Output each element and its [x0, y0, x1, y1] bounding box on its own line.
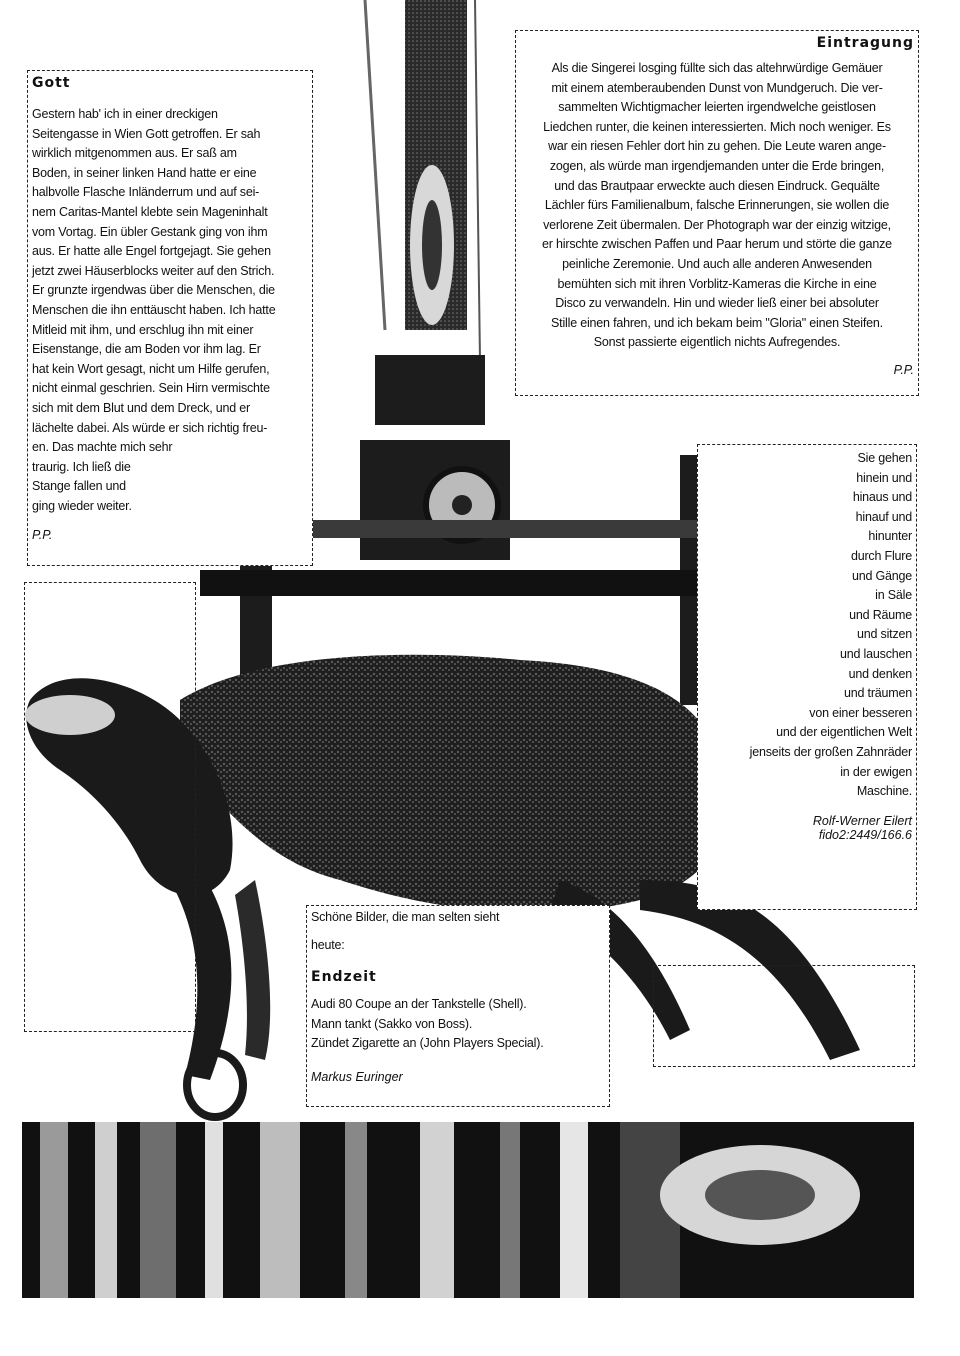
endzeit-text	[311, 995, 605, 1054]
endzeit-heading: Endzeit	[311, 969, 377, 986]
gott-line: Gestern hab' ich in einer dreckigen	[32, 107, 218, 121]
gott-line: sich mit dem Blut und dem Dreck, und er	[32, 400, 250, 415]
endzeit-line: Mann tankt (Sakko von Boss).	[311, 1016, 473, 1031]
endzeit-intro	[311, 908, 605, 955]
gott-text	[32, 105, 308, 516]
gott-line: Mitleid mit ihm, und erschlug ihn mit einer	[32, 322, 254, 337]
eintragung-signature: P.P.	[893, 362, 914, 377]
machine-gear-block	[375, 355, 485, 425]
gott-signature: P.P.	[32, 528, 53, 543]
eintragung-line: Als die Singerei losging füllte sich das altehrwürdige Gemäuer	[551, 61, 883, 75]
gott-line: Er grunzte irgendwas über die Menschen, die	[32, 283, 275, 298]
gott-line: nem Caritas-Mantel klebte sein Mageninhalt	[32, 204, 268, 219]
maschine-line: und sitzen	[857, 627, 912, 642]
gott-panel	[27, 70, 313, 566]
eintragung-line: zogen, als würde man irgendjemanden unter die Erde bringen,	[549, 158, 885, 173]
eintragung-line: und das Brautpaar erweckte auch diesen Eindruck. Gequälte	[554, 178, 880, 193]
gott-line: wirklich mitgenommen aus. Er saß am	[32, 146, 237, 161]
maschine-line: hinauf und	[855, 509, 912, 524]
maschine-line: jenseits der großen Zahnräder	[749, 744, 912, 759]
eintragung-line: war ein riesen Fehler dort hin zu gehen. Die Leute waren ange-	[548, 139, 886, 154]
gott-line: Menschen die ihn enttäuscht haben. Ich hatte	[32, 302, 276, 317]
gott-line: traurig. Ich ließ die	[32, 459, 131, 474]
maschine-panel	[697, 444, 917, 910]
gott-line: vom Vortag. Ein übler Gestank ging von ihm	[32, 224, 268, 239]
gott-line: Stange fallen und	[32, 479, 126, 494]
eintragung-line: mit einem atemberaubenden Dunst von Mundgeruch. Die ver-	[551, 80, 883, 95]
eintragung-line: Sonst passierte eigentlich nichts Aufregendes.	[593, 335, 841, 350]
endzeit-panel	[306, 905, 610, 1107]
endzeit-intro-line: heute:	[311, 937, 345, 952]
gott-line: aus. Er hatte alle Engel fortgejagt. Sie gehen	[32, 244, 271, 259]
maschine-line: hinein und	[856, 470, 912, 485]
gott-line: hat kein Wort gesagt, nicht um Hilfe gerufen,	[32, 361, 270, 376]
gott-line: en. Das machte mich sehr	[32, 440, 173, 455]
maschine-line: durch Flure	[850, 548, 912, 563]
maschine-line: von einer besseren	[809, 705, 912, 720]
maschine-text	[702, 449, 912, 802]
maschine-line: in Säle	[875, 588, 912, 603]
endzeit-line: Audi 80 Coupe an der Tankstelle (Shell).	[311, 997, 527, 1012]
eintragung-line: verlorene Zeit übermalen. Der Photograph war der einzig witzige,	[543, 217, 891, 232]
eintragung-line: peinliche Zeremonie. Und auch alle anderen Anwesenden	[562, 256, 872, 271]
eintragung-line: er hirschte zwischen Paffen und Paar herum und störte die ganze	[542, 237, 892, 252]
empty-frame-right	[653, 965, 915, 1067]
gott-line: ging wieder weiter.	[32, 498, 132, 513]
gott-line: halbvolle Flasche Inländerrum und auf sei-	[32, 185, 260, 200]
maschine-line: und Räume	[849, 607, 912, 622]
eintragung-line: Lächler fürs Familienalbum, falsche Erinnerungen, sie wollen die	[544, 198, 890, 213]
maschine-line: hinunter	[868, 529, 912, 544]
maschine-line: und träumen	[844, 686, 912, 701]
eintragung-line: sammelten Wichtigmacher leierten irgendwelche geistlosen	[558, 100, 876, 115]
eintragung-heading: Eintragung	[816, 35, 914, 51]
eintragung-line: Disco zu verwandeln. Hin und wieder ließ einer bei absoluter	[555, 296, 879, 311]
gott-heading: Gott	[32, 75, 71, 91]
gott-line: Eisenstange, die am Boden vor ihm lag. Er	[32, 342, 261, 357]
gott-line: lächelte dabei. Als würde er sich richtig freu-	[32, 420, 268, 435]
maschine-address: fido2:2449/166.6	[818, 827, 912, 842]
maschine-line: und der eigentlichen Welt	[776, 725, 912, 740]
maschine-line: und Gänge	[851, 568, 912, 583]
maschine-line: hinaus und	[852, 490, 912, 505]
endzeit-intro-line: Schöne Bilder, die man selten sieht	[311, 910, 500, 924]
eintragung-line: Liedchen runter, die keinen interessierten. Mich noch weniger. Es	[543, 119, 891, 134]
eintragung-line: bemühten sich mit ihren Vorblitz-Kameras die Kirche in eine	[557, 276, 877, 291]
gott-line: Boden, in seiner linken Hand hatte er eine	[32, 165, 257, 180]
endzeit-line: Zündet Zigarette an (John Players Special).	[311, 1036, 544, 1051]
eintragung-text	[520, 59, 914, 353]
gott-line: Seitengasse in Wien Gott getroffen. Er sah	[32, 126, 261, 141]
maschine-line: und denken	[848, 666, 912, 681]
maschine-line: Maschine.	[856, 784, 912, 799]
maschine-line: in der ewigen	[840, 764, 912, 779]
gott-line: jetzt zwei Häuserblocks weiter auf den Strich.	[32, 263, 275, 278]
eintragung-panel	[515, 30, 919, 396]
maschine-author: Rolf-Werner Eilert	[812, 813, 912, 828]
maschine-line: Sie gehen	[857, 451, 912, 465]
endzeit-signature: Markus Euringer	[311, 1069, 403, 1084]
empty-frame-left	[24, 582, 196, 1032]
maschine-line: und lauschen	[840, 646, 912, 661]
eintragung-line: Stille einen fahren, und ich bekam beim "Gloria" einen Steifen.	[551, 315, 883, 330]
hare-body	[180, 655, 727, 913]
gott-line: nicht einmal geschrien. Sein Hirn vermischte	[32, 381, 270, 396]
